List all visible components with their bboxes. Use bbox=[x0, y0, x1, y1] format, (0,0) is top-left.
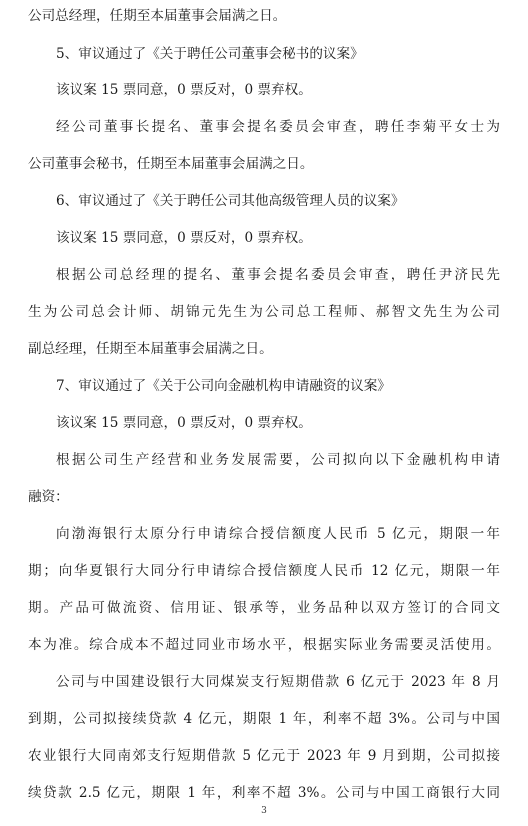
text-line: 公司总经理，任期至本届董事会届满之日。 bbox=[28, 8, 287, 24]
resolution-heading-7: 7、审议通过了《关于公司向金融机构申请融资的议案》 bbox=[56, 378, 391, 394]
text-line: 根据公司生产经营和业务发展需要，公司拟向以下金融机构申请 bbox=[56, 452, 500, 468]
vote-result: 该议案 15 票同意，0 票反对，0 票弃权。 bbox=[56, 230, 312, 246]
text-line: 本为准。综合成本不超过同业市场水平，根据实际业务需要灵活使用。 bbox=[28, 637, 500, 653]
text-line: 生为公司总会计师、胡锦元先生为公司总工程师、郝智文先生为公司 bbox=[28, 304, 500, 320]
text-line: 公司与中国建设银行大同煤炭支行短期借款 6 亿元于 2023 年 8 月 bbox=[56, 674, 500, 690]
text-line: 副总经理，任期至本届董事会届满之日。 bbox=[28, 341, 273, 357]
vote-result: 该议案 15 票同意，0 票反对，0 票弃权。 bbox=[56, 82, 312, 98]
text-line: 期；向华夏银行大同分行申请综合授信额度人民币 12 亿元，期限一年 bbox=[28, 563, 500, 579]
resolution-heading-6: 6、审议通过了《关于聘任公司其他高级管理人员的议案》 bbox=[56, 193, 405, 209]
text-line: 根据公司总经理的提名、董事会提名委员会审查，聘任尹济民先 bbox=[56, 267, 500, 283]
page-number: 3 bbox=[261, 806, 267, 816]
text-line: 向渤海银行太原分行申请综合授信额度人民币 5 亿元，期限一年 bbox=[56, 526, 500, 542]
text-line: 期。产品可做流资、信用证、银承等，业务品种以双方签订的合同文 bbox=[28, 600, 500, 616]
resolution-heading-5: 5、审议通过了《关于聘任公司董事会秘书的议案》 bbox=[56, 46, 364, 62]
text-line: 农业银行大同南郊支行短期借款 5 亿元于 2023 年 9 月到期，公司拟接 bbox=[28, 748, 500, 764]
text-line: 公司董事会秘书，任期至本届董事会届满之日。 bbox=[28, 156, 314, 172]
text-line: 续贷款 2.5 亿元，期限 1 年，利率不超 3%。公司与中国工商银行大同 bbox=[28, 785, 500, 801]
text-line: 融资： bbox=[28, 489, 69, 505]
vote-result: 该议案 15 票同意，0 票反对，0 票弃权。 bbox=[56, 415, 312, 431]
text-line: 到期，公司拟接续贷款 4 亿元，期限 1 年，利率不超 3%。公司与中国 bbox=[28, 711, 500, 727]
text-line: 经公司董事长提名、董事会提名委员会审查，聘任李菊平女士为 bbox=[56, 119, 500, 135]
